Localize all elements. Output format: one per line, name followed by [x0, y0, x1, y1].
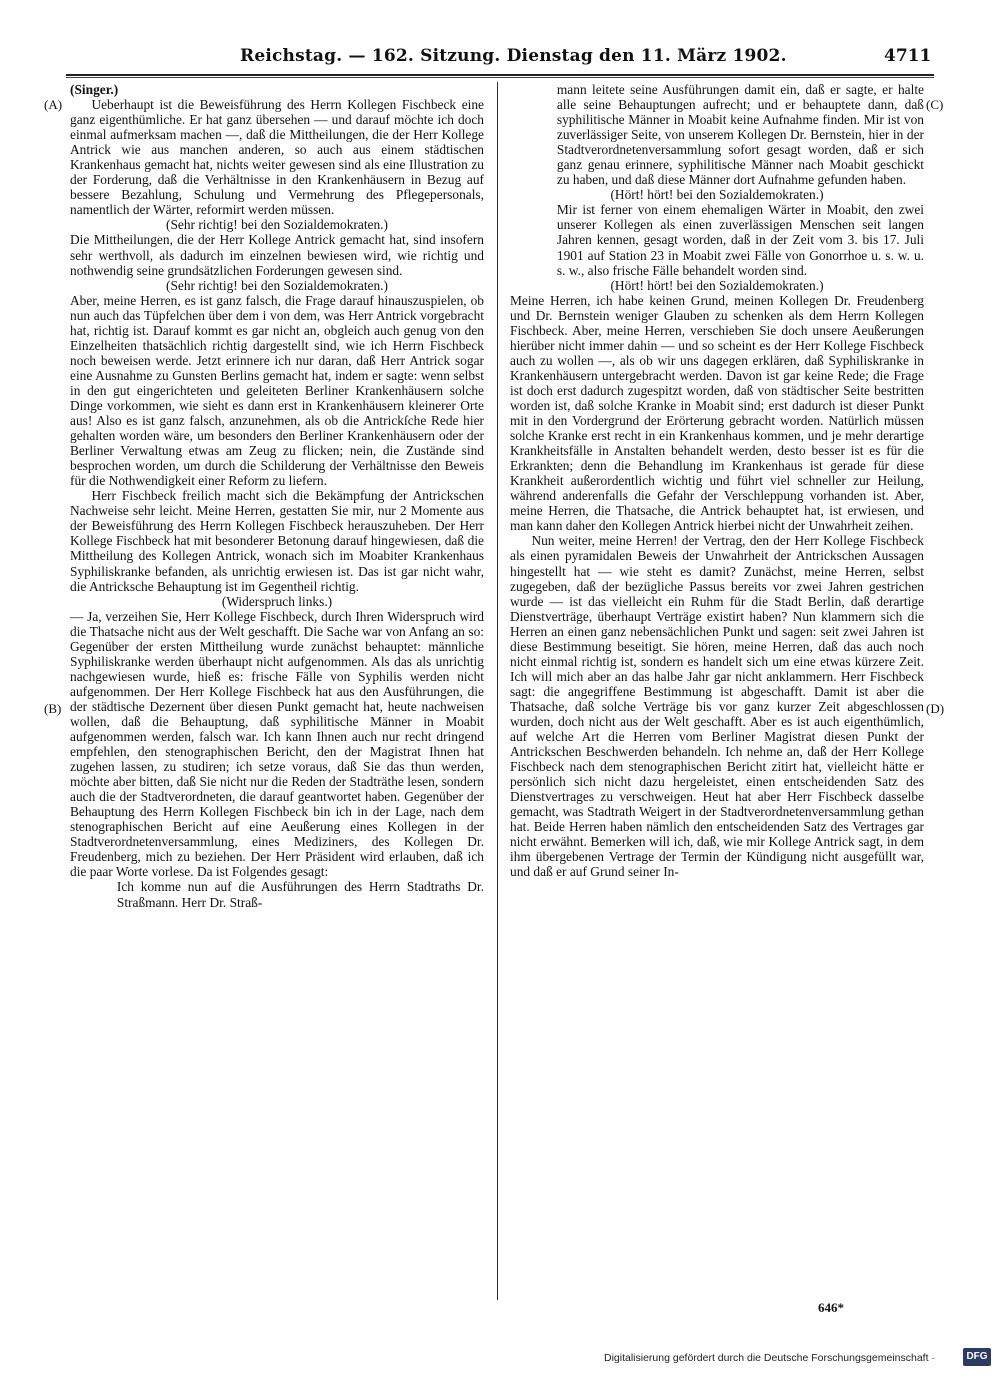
- interjection: (Sehr richtig! bei den Sozialdemokraten.): [166, 217, 388, 233]
- digitization-credit: Digitalisierung gefördert durch die Deutsche Forschungsgemeinschaft ·: [604, 1352, 935, 1364]
- paragraph: Meine Herren, ich habe keinen Grund, meinen Kollegen Dr. Freudenberg und Dr. Bernstein weniger Glauben zu schenken als dem Herrn Kollegen Fischbeck. Aber, meine Herren, verschieben Sie doch unsere Aeußerungen hierüber nicht immer dahin — und so scheint es der Herr Kollege Fischbeck auch zu wollen —, als ob wir uns dagegen erklären, daß Syphiliskranke in Krankenhäusern untergebracht werden. Davon ist gar keine Rede; die Frage ist doch erst dadurch zugespitzt worden, daß von städtischer Seite bestritten worden ist, daß solche Kranke in Moabit sind; erst dadurch ist dieser Punkt mit in den Vordergrund der Erörterung gebracht worden. Natürlich müssen solche Kranke erst recht in ein Krankenhaus kommen, und je mehr derartige Krankheitsfälle in Anstalten behandelt werden, desto besser ist es für die Erkrankten; denn die Behandlung im Krankenhaus ist gerade für diese Krankheit außerordentlich wichtig und führt viel schneller zur Heilung, während anderenfalls die Gefahr der Verschleppung vorhanden ist. Aber, meine Herren, die Thatsache, die Antrick behauptet hat, ist erwiesen, und man kann daher den Kollegen Antrick hierbei nicht der Unwahrheit zeihen.: [510, 292, 924, 534]
- quotation: Ich komme nun auf die Ausführungen des Herrn Stadtraths Dr. Straßmann. Herr Dr. Straß-: [116, 879, 484, 910]
- paragraph: Ueberhaupt ist die Beweisführung des Herrn Kollegen Fischbeck eine ganz eigenthümliche. Er hat ganz übersehen — und darauf möchte ich doch einmal aufmerksam machen —, daß die Mittheilungen, die der Herr Kollege Antrick wie aus manchen anderen, so auch aus einem städtischen Krankenhaus gemacht hat, nichts weiter gewesen sind als eine Illustration zu der Forderung, daß die Verhältnisse in den Krankenhäusern in Bezug auf bessere Bezahlung, Schulung und Vermehrung des Pflegepersonals, namentlich der Wärter, reformirt werden müssen.: [70, 97, 484, 218]
- quotation: Mir ist ferner von einem ehemaligen Wärter in Moabit, den zwei unserer Kollegen als einen zuverlässigen Menschen seit langen Jahren kennen, gesagt worden, daß in der Zeit vom 3. bis 17. Juli 1901 auf Station 23 in Moabit zwei Fälle von Gonorrhoe u. s. w. u. s. w., also frische Fälle behandelt worden sind.: [556, 202, 924, 278]
- running-header: Reichstag. — 162. Sitzung. Dienstag den 11. März 1902.: [240, 46, 787, 66]
- paragraph: Die Mittheilungen, die der Herr Kollege Antrick gemacht hat, sind insofern sehr werthvoll, als dadurch im einzelnen bewiesen wird, wie richtig und nothwendig seine grundsätzlichen Forderungen gewesen sind.: [70, 232, 484, 278]
- dfg-logo: DFG: [963, 1348, 991, 1366]
- margin-mark-a: (A): [44, 97, 63, 112]
- column-divider: [497, 82, 498, 1300]
- header-rule: [66, 74, 934, 76]
- margin-mark-b: (B): [44, 701, 62, 716]
- interjection: (Sehr richtig! bei den Sozialdemokraten.): [166, 277, 388, 293]
- margin-mark-c: (C): [926, 97, 944, 112]
- sheet-number: 646*: [818, 1300, 844, 1315]
- page-number: 4711: [884, 46, 932, 66]
- left-column: [70, 82, 484, 910]
- paragraph: Nun weiter, meine Herren! der Vertrag, den der Herr Kollege Fischbeck als einen pyramidalen Beweis der Unwahrheit der Antrickschen Aussagen hingestellt hat — wie steht es damit? Zunächst, meine Herren, selbst zugegeben, daß der bezügliche Passus bereits vor zwei Jahren gestrichen wurde — ist das vielleicht ein Ruhm für die Stadt Berlin, daß derartige Dienstverträge, überhaupt Verträge existirt haben? Nun klammern sich die Herren an einen ganz nebensächlichen Punkt und sagen: seit zwei Jahren ist diese Bestimmung beseitigt. Sie hören, meine Herren, daß das auch noch nicht einmal richtig ist, sondern es handelt sich um eine etwas kürzere Zeit. Ich will mich aber an das halbe Jahr gar nicht anklammern. Herr Fischbeck sagt: die angegriffene Bestimmung ist abgeschafft. Damit ist aber die Thatsache, daß solche Verträge bis vor ganz kurzer Zeit abgeschlossen wurden, doch nicht aus der Welt geschafft. Aber es ist auch eigenthümlich, auf welche Art die Herren vom Berliner Magistrat diesen Punkt der Antrickschen Beschwerden behandeln. Ich nehme an, daß der Herr Kollege Fischbeck nach dem stenographischen Bericht zitirt hat, vielleicht hätte er persönlich sich nicht dazu hergeleistet, einen entscheidenden Satz des Dienstvertrages zu verschweigen. Heut hat aber Herr Fischbeck dasselbe gemacht, was Stadtrath Weigert in der Stadtverordnetenversammlung gethan hat. Beide Herren haben nämlich den entscheidenden Satz des Vertrages gar nicht erwähnt. Bemerken will ich, daß, wie mir Kollege Antrick sagt, in dem ihm übergebenen Vertrage der Termin der Kündigung nicht ausgefüllt war, und daß er auf Grund seiner In-: [510, 533, 924, 880]
- header-rule-thin: [66, 77, 934, 78]
- interjection: (Hört! hört! bei den Sozialdemokraten.): [610, 187, 824, 203]
- paragraph: — Ja, verzeihen Sie, Herr Kollege Fischbeck, durch Ihren Widerspruch wird die Thatsache nicht aus der Welt geschafft. Die Sache war von Anfang an so: Gegenüber der ersten Mittheilung wurde zunächst behauptet: männliche Syphiliskranke werden überhaupt nicht aufgenommen. Als das als unrichtig nachgewiesen wurde, hieß es: frische Fälle von Syphilis werden nicht aufgenommen. Der Herr Kollege Fischbeck hat aus den Ausführungen, die der städtische Dezernent über diesen Punkt gemacht hat, heute nachweisen wollen, daß die Behauptung, daß syphilitische Männer in Moabit aufgenommen werden, falsch war. Ich kann Ihnen auch nur recht dringend empfehlen, den stenographischen Bericht, den der Magistrat Ihnen hat zugehen lassen, zu studiren; ich setze voraus, daß Sie das thun werden, möchte aber bitten, daß Sie nicht nur die Reden der Stadträthe lesen, sondern auch die der Stadtverordneten, die darauf geantwortet haben. Gegenüber der Behauptung des Herrn Kollegen Fischbeck bin ich in der Lage, nach dem stenographischen Bericht auf eine Aeußerung eines Kollegen in der Stadtverordnetenversammlung, eines Mediziners, des Kollegen Dr. Freudenberg, mich zu beziehen. Der Herr Präsident wird erlauben, daß ich die paar Worte vorlese. Da ist Folgendes gesagt:: [70, 608, 484, 880]
- paragraph: Herr Fischbeck freilich macht sich die Bekämpfung der Antrickschen Nachweise sehr leicht. Meine Herren, gestatten Sie mir, nur 2 Momente aus der Beweisführung des Herrn Kollegen Fischbeck herauszuheben. Der Herr Kollege Fischbeck hat mit besonderer Betonung darauf hingewiesen, daß die Mittheilung des Kollegen Antrick, wonach sich im Moabiter Krankenhaus Syphiliskranke befanden, als unrichtig erwiesen ist. Das ist gar nicht wahr, die Antricksche Behauptung ist im Gegentheil richtig.: [70, 488, 484, 594]
- interjection: (Hört! hört! bei den Sozialdemokraten.): [610, 277, 824, 293]
- margin-mark-d: (D): [926, 701, 945, 716]
- interjection: (Widerspruch links.): [221, 593, 333, 609]
- speaker-name: (Singer.): [70, 82, 119, 97]
- paragraph: Aber, meine Herren, es ist ganz falsch, die Frage darauf hinauszuspielen, ob nun auch das Tüpfelchen über dem i von dem, was Herr Antrick vorgebracht hat, richtig ist. Darauf kommt es gar nicht an, obgleich auch genug von den Einzelheiten thatsächlich richtig dargestellt sind, wie ich Herrn Fischbeck noch beweisen werde. Jetzt erinnere ich nur daran, daß Herr Antrick sogar eine Ausnahme zu Gunsten Berlins gemacht hat, indem er sagte: wenn selbst in den gut eingerichteten und geleiteten Berliner Krankenhäusern solche Dinge vorkommen, wie sieht es dann erst in Krankenhäusern kleinerer Orte aus! Also es ist ganz falsch, anzunehmen, als ob die Antrickſche Rede hier gehalten worden wäre, um besonders den Berliner Krankenhäusern oder der Berliner Verwaltung etwas am Zeug zu flicken; nein, die Zustände sind besprochen worden, um durch die Schilderung der Verhältnisse den Beweis für die Nothwendigkeit einer Reform zu liefern.: [70, 292, 484, 489]
- quotation: mann leitete seine Ausführungen damit ein, daß er sagte, er halte alle seine Behauptungen aufrecht; und er behauptete dann, daß syphilitische Männer in Moabit keine Aufnahme finden. Mir ist von zuverlässiger Seite, von unserem Kollegen Dr. Bernstein, hier in der Stadtverordnetenversammlung sofort gesagt worden, daß er sich ganz genau erinnere, syphilitische Männer nach Moabit geschickt zu haben, und daß diese Männer dort Aufnahme gefunden haben.: [556, 82, 924, 188]
- right-column: [510, 82, 924, 879]
